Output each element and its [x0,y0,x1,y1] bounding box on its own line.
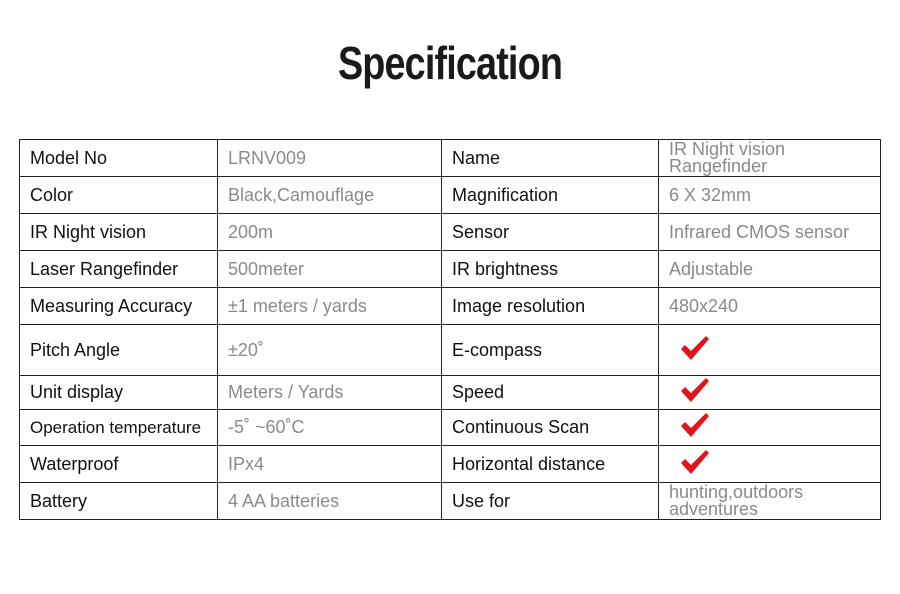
spec-value: 6 X 32mm [659,177,881,214]
spec-label: Name [442,140,659,177]
spec-label: E-compass [442,325,659,376]
red-checkmark-icon [679,448,711,481]
spec-label: Horizontal distance [442,446,659,483]
spec-table [19,139,881,520]
spec-value: Black,Camouflage [218,177,442,214]
spec-value: 200m [218,214,442,251]
spec-value: -5˚ ~60˚C [218,410,442,446]
spec-value [659,376,881,410]
table-row [20,410,881,446]
spec-value [659,325,881,376]
spec-label: Model No [20,140,218,177]
spec-label: Laser Rangefinder [20,251,218,288]
spec-value [659,446,881,483]
table-row [20,140,881,177]
table-row [20,446,881,483]
spec-label: Speed [442,376,659,410]
spec-value: Meters / Yards [218,376,442,410]
table-row [20,325,881,376]
spec-value: Infrared CMOS sensor [659,214,881,251]
spec-label: Sensor [442,214,659,251]
spec-label: Image resolution [442,288,659,325]
spec-label: Unit display [20,376,218,410]
table-row [20,177,881,214]
red-checkmark-icon [679,334,711,367]
table-row [20,376,881,410]
spec-label: Pitch Angle [20,325,218,376]
table-row [20,483,881,520]
spec-value [659,410,881,446]
spec-label: Waterproof [20,446,218,483]
spec-label: Battery [20,483,218,520]
spec-label: Continuous Scan [442,410,659,446]
spec-value: 4 AA batteries [218,483,442,520]
red-checkmark-icon [679,411,711,444]
table-row [20,251,881,288]
spec-value: 500meter [218,251,442,288]
spec-label: Operation temperature [20,410,218,446]
spec-value: Adjustable [659,251,881,288]
spec-value: LRNV009 [218,140,442,177]
spec-value: IR Night vision Rangefinder [659,140,881,177]
spec-value: ±1 meters / yards [218,288,442,325]
red-checkmark-icon [679,376,711,409]
spec-label: Magnification [442,177,659,214]
table-row [20,288,881,325]
spec-label: Measuring Accuracy [20,288,218,325]
spec-label: IR brightness [442,251,659,288]
page-title: Specification [337,37,563,89]
spec-label: IR Night vision [20,214,218,251]
spec-value: IPx4 [218,446,442,483]
spec-label: Color [20,177,218,214]
spec-value: ±20˚ [218,325,442,376]
spec-value: hunting,outdoors adventures [659,483,881,520]
table-row [20,214,881,251]
spec-value: 480x240 [659,288,881,325]
spec-label: Use for [442,483,659,520]
